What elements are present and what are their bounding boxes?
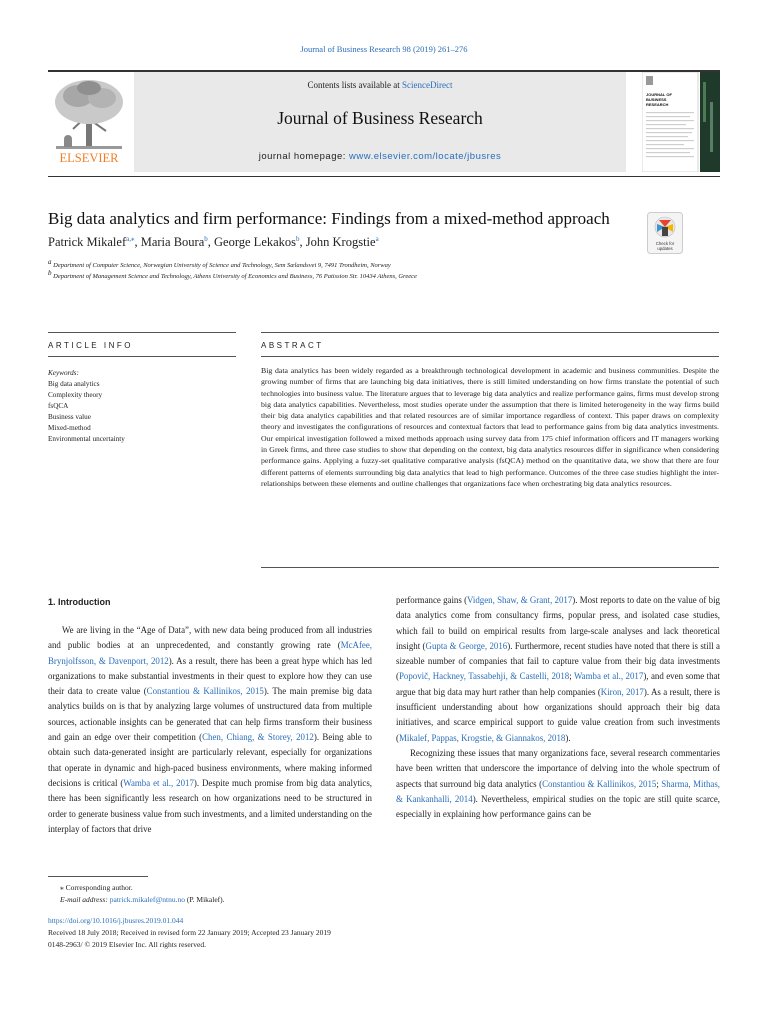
author-separator: , <box>134 235 141 249</box>
body-text: performance gains ( <box>396 595 468 605</box>
citation-link[interactable]: Constantiou & Kallinikos, 2015 <box>542 778 657 789</box>
body-text: Recognizing these issues that many organizations face, several research commentaries have been written that underscore the importance of delving into the whole spectrum of aspects that surround big data analytics ( <box>396 747 720 789</box>
citation-link[interactable]: Gupta & George, 2016 <box>425 640 508 651</box>
sciencedirect-link[interactable]: ScienceDirect <box>402 80 453 90</box>
paper-title: Big data analytics and firm performance: Findings from a mixed-method approach <box>48 209 610 228</box>
author-separator: , <box>299 235 306 249</box>
journal-cover-thumbnail[interactable] <box>642 72 720 172</box>
body-text: ). Furthermore, recent studies have noted that there is still a sizeable number of companies that fail to capture value from their big data investments ( <box>396 640 720 682</box>
svg-text:updates: updates <box>657 246 673 251</box>
affiliation <box>48 269 417 281</box>
body-paragraph <box>396 593 720 746</box>
body-text: ). Despite much promise from big data analytics, there has been significantly less research on how organizations need to be structured in order to generate business value from such investments, and a limited understanding on the interplay of factors that drive <box>48 777 373 834</box>
svg-text:BUSINESS: BUSINESS <box>646 97 667 102</box>
doi-link[interactable]: https://doi.org/10.1016/j.jbusres.2019.01.044 <box>48 916 184 925</box>
author-superscript[interactable]: a,⁎ <box>126 234 135 243</box>
journal-title[interactable]: Journal of Business Research <box>277 108 483 128</box>
body-text: ), and even some that argue that big data may hurt rather than help companies ( <box>396 671 720 697</box>
author-name: George Lekakos <box>214 235 297 249</box>
keyword: fsQCA <box>48 402 69 410</box>
author-name: Maria Boura <box>140 235 205 249</box>
body-text: ). <box>565 732 571 743</box>
body-column-left <box>48 623 372 837</box>
body-text: ). The main premise big data analytics builds on is that by analyzing large volumes of unstructured data from multiple sources, actionable insights can be generated that can help firms transform their business and gain an edge over their competition ( <box>48 686 372 743</box>
body-paragraph <box>396 746 720 822</box>
email-link[interactable]: patrick.mikalef@ntnu.no <box>109 895 185 904</box>
citation-link[interactable]: Constantiou & Kallinikos, 2015 <box>146 686 264 697</box>
citation-link[interactable]: Vidgen, Shaw, & Grant, 2017 <box>467 595 573 605</box>
received-dates: Received 18 July 2018; Received in revised form 22 January 2019; Accepted 23 January 2019 <box>48 928 331 937</box>
affiliation-mark: b <box>48 269 52 277</box>
email-line <box>60 894 225 905</box>
svg-text:JOURNAL OF: JOURNAL OF <box>646 92 672 97</box>
keywords-block <box>48 368 125 445</box>
body-text: ). Being able to obtain such data-generated insight are particularly relevant, especially for organizations that operate in dynamic and high-paced business environments, where making informed decisions is critical ( <box>48 732 372 788</box>
author-name: John Krogstie <box>305 235 376 249</box>
header-bottom-rule <box>48 176 720 177</box>
keyword: Complexity theory <box>48 391 103 399</box>
citation-link[interactable]: Chen, Chiang, & Storey, 2012 <box>202 732 314 743</box>
homepage-line <box>134 151 626 162</box>
author-superscript[interactable]: b <box>296 234 300 243</box>
keyword: Environmental uncertainty <box>48 435 125 443</box>
body-paragraph <box>48 623 372 837</box>
elsevier-logo[interactable] <box>48 74 130 166</box>
body-text: ). Most reports to date on the value of big data analytics come from consultancy firms, popular press, and isolated case studies, which fail to build on empirical results from large-scale analyses and lack theoretical insight ( <box>396 595 720 651</box>
contents-prefix: Contents lists available at <box>307 80 402 90</box>
article-info-heading: ARTICLE INFO <box>48 341 133 350</box>
keyword: Big data analytics <box>48 380 100 388</box>
citation-link[interactable]: Wamba et al., 2017 <box>123 777 194 788</box>
body-text: ). As a result, there has been a great hype which has led organizations to make substantial investments in their quest to explore how they can use their data to create value ( <box>48 655 372 697</box>
svg-text:Check for: Check for <box>655 241 675 246</box>
body-text: ). Nevertheless, empirical studies on the topic are still quite scarce, especially in explaining how performance gains can be <box>396 793 720 820</box>
abstract-rule <box>261 356 719 357</box>
body-text: ; <box>569 671 574 682</box>
crossmark-badge[interactable] <box>647 212 683 254</box>
author-list <box>48 235 379 250</box>
affiliation-text: Department of Computer Science, Norwegian University of Science and Technology, Sem Sælandsvei 9, 7491 Trondheim, Norway <box>53 262 391 270</box>
abstract-rule <box>261 332 719 333</box>
affiliation <box>48 258 391 270</box>
abstract-bottom-rule <box>261 567 719 568</box>
section-heading: 1. Introduction <box>48 597 111 607</box>
citation-link[interactable]: Sharma, Mithas, & Kankanhalli, 2014 <box>396 778 720 804</box>
copyright-line: 0148-2963/ © 2019 Elsevier Inc. All rights reserved. <box>48 940 206 949</box>
author-separator: , <box>207 235 214 249</box>
contents-line <box>134 80 626 90</box>
affiliation-text: Department of Management Science and Technology, Athens University of Economics and Business, 76 Patission Str. 10434 Athens, Greece <box>53 273 417 281</box>
keyword: Business value <box>48 413 91 421</box>
crossmark-icon <box>655 217 675 237</box>
citation-link[interactable]: Wamba et al., 2017 <box>574 671 644 682</box>
body-text: ; <box>656 778 662 789</box>
tree-icon <box>55 80 123 149</box>
homepage-link[interactable]: www.elsevier.com/locate/jbusres <box>349 151 502 162</box>
article-info-rule <box>48 356 236 357</box>
author-superscript[interactable]: b <box>204 234 208 243</box>
citation-link[interactable]: McAfee, Brynjolfsson, & Davenport, 2012 <box>48 640 372 666</box>
affiliation-mark: a <box>48 258 52 266</box>
abstract-text: Big data analytics has been widely regarded as a breakthrough technological development in academic and business communities. Despite the growing number of firms that are launching big data initiatives, there is still limited understanding on how firms translate the potential of such technologies into business value. The literature argues that to leverage big data analytics and realize performance gains, firms must develop strong big data analytics capabilities. Nevertheless, most studies operate under the assumption that there is limited heterogeneity in the way firms build their big data analytics capabilities and that related resources are of similar importance regardless of context. This paper draws on complexity theory and investigates the configurations of resources and contextual factors that lead to performance gains from big data analytics investments. Our empirical investigation followed a mixed methods approach using survey data from 175 chief information officers and IT managers working in Greek firms, and three case studies to show that depending on the context, big data analytics resources differ in significance when considering performance gains. Applying a fuzzy-set qualitative comparative analysis (fsQCA) method on the quantitative data, we show that there are four different patterns of elements surrounding big data analytics that lead to high performance. Outcomes of the three case studies highlight the inter-relationships between these elements and outline challenges that organizations face when orchestrating big data analytics resources. <box>261 366 719 488</box>
body-text: We are living in the “Age of Data”, with new data being produced from all industries and public bodies at an unprecedented, and constantly growing rate ( <box>48 625 372 651</box>
citation-link[interactable]: Mikalef, Pappas, Krogstie, & Giannakos, 2018 <box>398 732 566 743</box>
email-label: E-mail address: <box>60 895 110 904</box>
corresponding-note: ⁎ Corresponding author. <box>60 883 133 892</box>
publisher-name: ELSEVIER <box>59 151 119 165</box>
citation-link[interactable]: Popovič, Hackney, Tassabehji, & Castelli, 2018 <box>398 671 570 682</box>
body-text: ). As a result, there is insufficient understanding about how organizations should approach their big data initiatives, and scarce empirical support to guide value creation from such investments ( <box>396 686 720 743</box>
keyword: Mixed-method <box>48 424 91 432</box>
author-name: Patrick Mikalef <box>48 235 127 249</box>
citation-link[interactable]: Kiron, 2017 <box>600 686 644 697</box>
footnote-rule <box>48 876 148 877</box>
body-column-right <box>396 593 720 822</box>
svg-text:RESEARCH: RESEARCH <box>646 102 669 107</box>
citation-line[interactable]: Journal of Business Research 98 (2019) 261–276 <box>300 44 468 54</box>
author-superscript[interactable]: a <box>375 234 379 243</box>
homepage-prefix: journal homepage: <box>258 151 350 162</box>
email-suffix: (P. Mikalef). <box>184 895 225 904</box>
article-info-rule <box>48 332 236 333</box>
abstract-heading: ABSTRACT <box>261 341 324 350</box>
keywords-label: Keywords: <box>48 369 79 377</box>
